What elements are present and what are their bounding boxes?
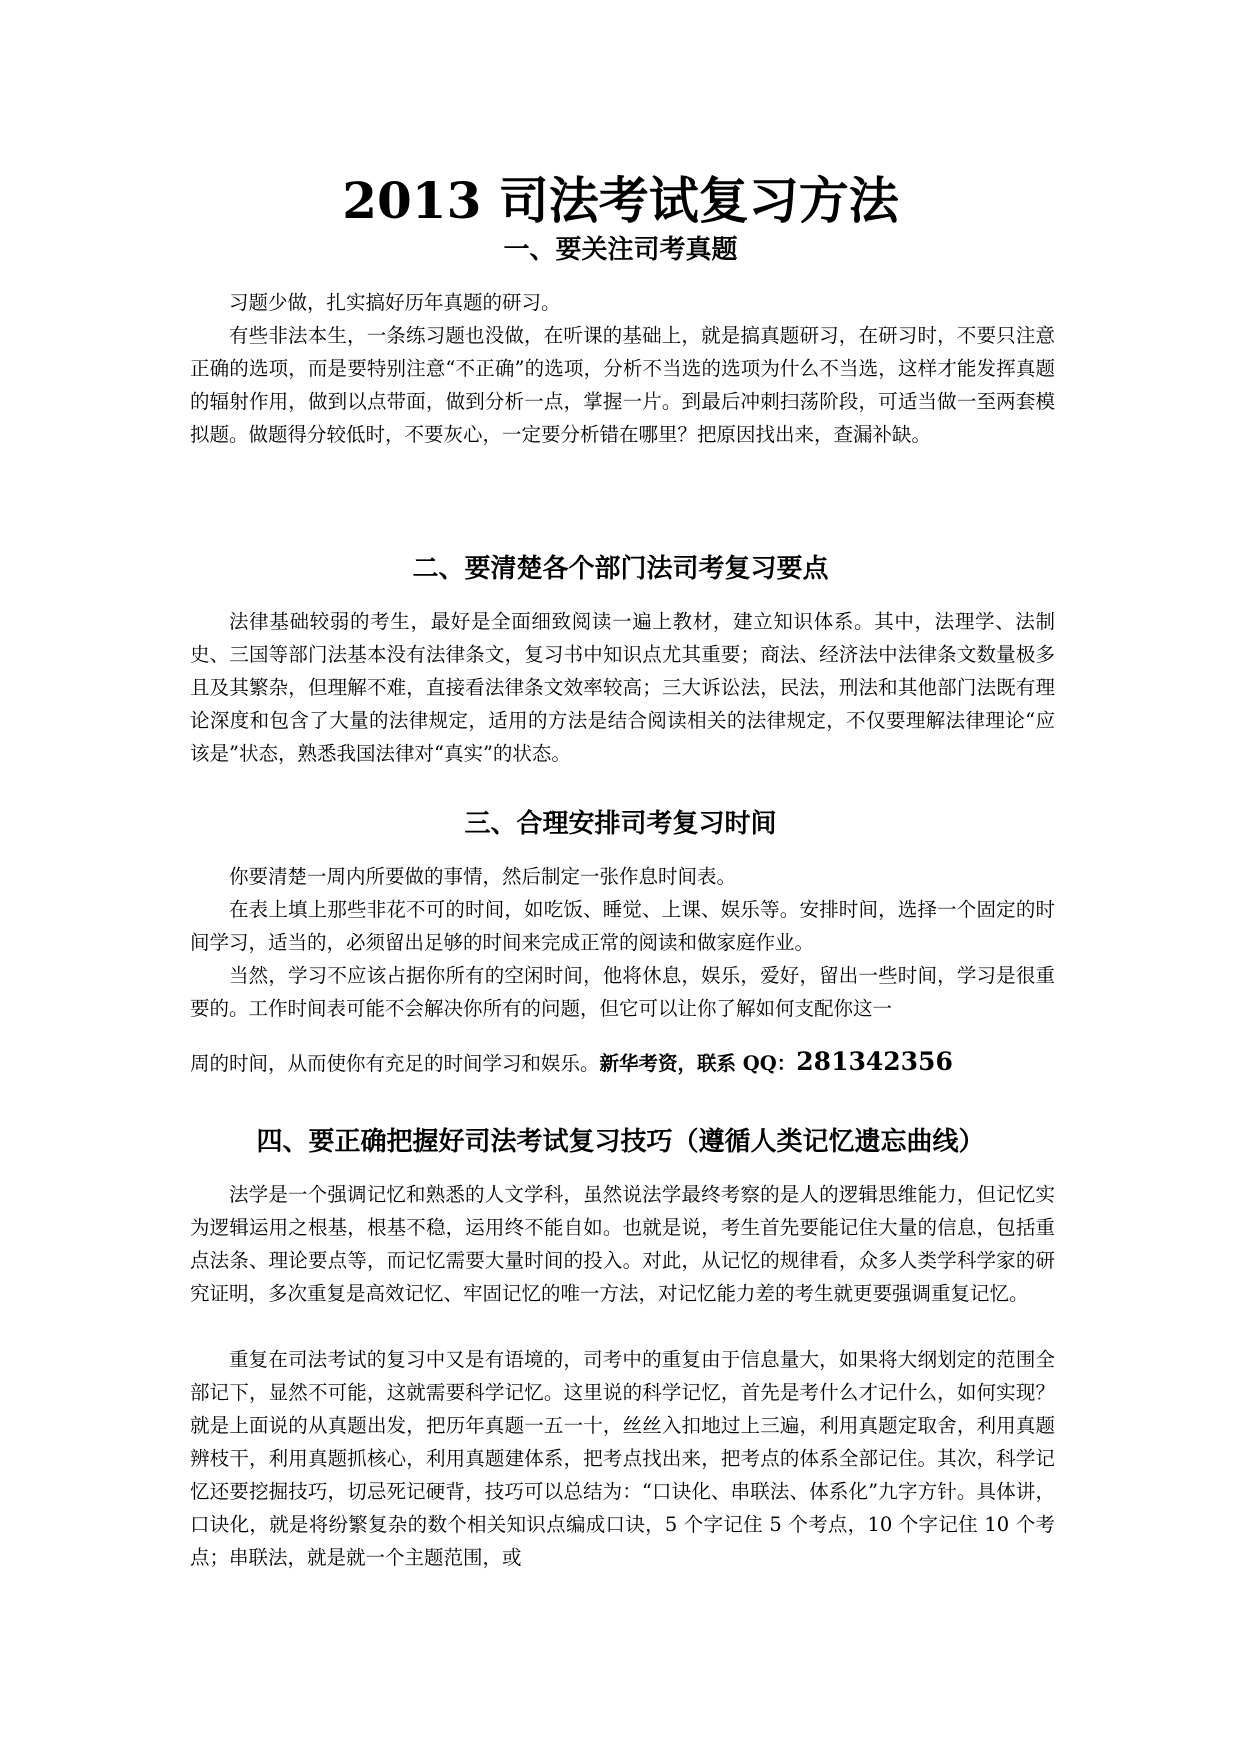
section-4-paragraph-2: 重复在司法考试的复习中又是有语境的，司考中的重复由于信息量大，如果将大纲划定的范围全部记下，显然不可能，这就需要科学记忆。这里说的科学记忆，首先是考什么才记什么，如何实现？就是上面说的从真题出发，把历年真题一五一十，丝丝入扣地过上三遍，利用真题定取舍，利用真题辨枝干，利用真题抓核心，利用真题建体系，把考点找出来，把考点的体系全部记住。其次，科学记忆还要挖掘技巧，切忌死记硬背，技巧可以总结为：“口诀化、串联法、体系化”九字方针。具体讲，口诀化，就是将纷繁复杂的数个相关知识点编成口诀，5 个字记住 5 个考点，10 个字记住 10 个考点；串联法，就是就一个主题范围，或 [190,1348,1055,1569]
contact-label: 新华考资，联系 QQ： [599,1052,797,1075]
document-title: 2013 司法考试复习方法 [342,171,899,230]
section-heading-3: 三、合理安排司考复习时间 [464,809,777,839]
section-3-closing-line [190,1040,1055,1086]
section-1-paragraph-2: 有些非法本生，一条练习题也没做，在听课的基础上，就是搞真题研习，在研习时，不要只注意正确的选项，而是要特别注意“不正确”的选项，分析不当选的选项为什么不当选，这样才能发挥真题的辐射作用，做到以点带面，做到分析一点，掌握一片。到最后冲刺扫荡阶段，可适当做一至两套模拟题。做题得分较低时，不要灰心，一定要分析错在哪里？把原因找出来，查漏补缺。 [190,324,1055,446]
section-3-paragraph-3: 当然，学习不应该占据你所有的空闲时间，他将休息，娱乐，爱好，留出一些时间，学习是很重要的。工作时间表可能不会解决你所有的问题，但它可以让你了解如何支配你这一 [190,964,1055,1020]
section-4-paragraph-1: 法学是一个强调记忆和熟悉的人文学科，虽然说法学最终考察的是人的逻辑思维能力，但记忆实为逻辑运用之根基，根基不稳，运用终不能自如。也就是说，考生首先要能记住大量的信息，包括重点法条、理论要点等，而记忆需要大量时间的投入。对此，从记忆的规律看，众多人类学科学家的研究证明，多次重复是高效记忆、牢固记忆的唯一方法，对记忆能力差的考生就更要强调重复记忆。 [190,1183,1055,1305]
section-heading-4: 四、要正确把握好司法考试复习技巧（遵循人类记忆遗忘曲线） [256,1127,985,1157]
qq-number: 281342356 [796,1047,953,1076]
section-3-paragraph-2: 在表上填上那些非花不可的时间，如吃饭、睡觉、上课、娱乐等。安排时间，选择一个固定的时间学习，适当的，必须留出足够的时间来完成正常的阅读和做家庭作业。 [190,898,1055,954]
section-3-paragraph-1: 你要清楚一周内所要做的事情，然后制定一张作息时间表。 [229,865,737,888]
section-1-paragraph-1: 习题少做，扎实搞好历年真题的研习。 [229,291,561,314]
section-heading-1: 一、要关注司考真题 [503,235,738,265]
section-2-paragraph-1: 法律基础较弱的考生，最好是全面细致阅读一遍上教材，建立知识体系。其中，法理学、法制史、三国等部门法基本没有法律条文，复习书中知识点尤其重要；商法、经济法中法律条文数量极多且及其繁杂，但理解不难，直接看法律条文效率较高；三大诉讼法，民法，刑法和其他部门法既有理论深度和包含了大量的法律规定，适用的方法是结合阅读相关的法律规定，不仅要理解法律理论“应该是”状态，熟悉我国法律对“真实”的状态。 [190,610,1055,765]
closing-text: 周的时间，从而使你有充足的时间学习和娱乐。 [190,1052,600,1075]
section-heading-2: 二、要清楚各个部门法司考复习要点 [412,554,829,584]
